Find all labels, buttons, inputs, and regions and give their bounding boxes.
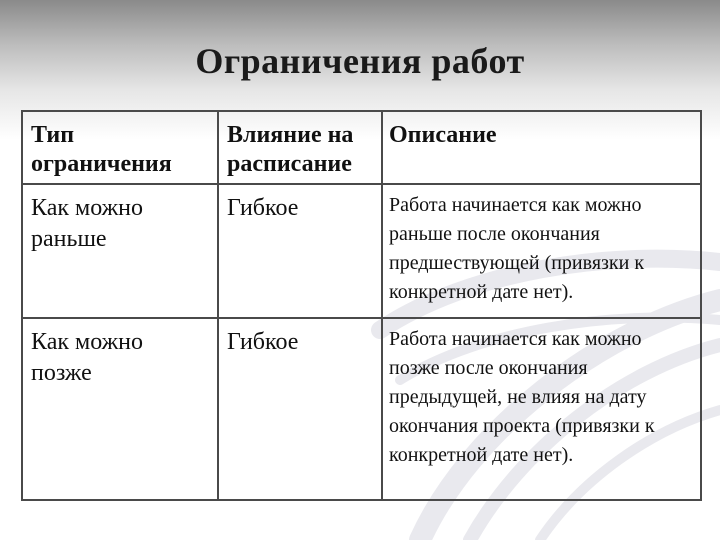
constraints-table [21, 110, 702, 501]
cell-schedule-impact: Гибкое [218, 318, 382, 500]
slide-title: Ограничения работ [195, 41, 525, 81]
cell-constraint-type: Как можно раньше [22, 184, 218, 318]
table-row [22, 184, 701, 318]
cell-constraint-type: Как можно позже [22, 318, 218, 500]
table-header-row [22, 111, 701, 184]
header-schedule-impact: Влияние на расписание [218, 111, 382, 184]
cell-schedule-impact: Гибкое [218, 184, 382, 318]
header-description: Описание [382, 111, 701, 184]
header-constraint-type: Тип ограничения [22, 111, 218, 184]
table-row [22, 318, 701, 500]
cell-description: Работа начинается как можно позже после окончания предыдущей, не влияя на дату окончания проекта (привязки к конкретной дате нет). [382, 318, 701, 500]
cell-description: Работа начинается как можно раньше после окончания предшествующей (привязки к конкретной дате нет). [382, 184, 701, 318]
